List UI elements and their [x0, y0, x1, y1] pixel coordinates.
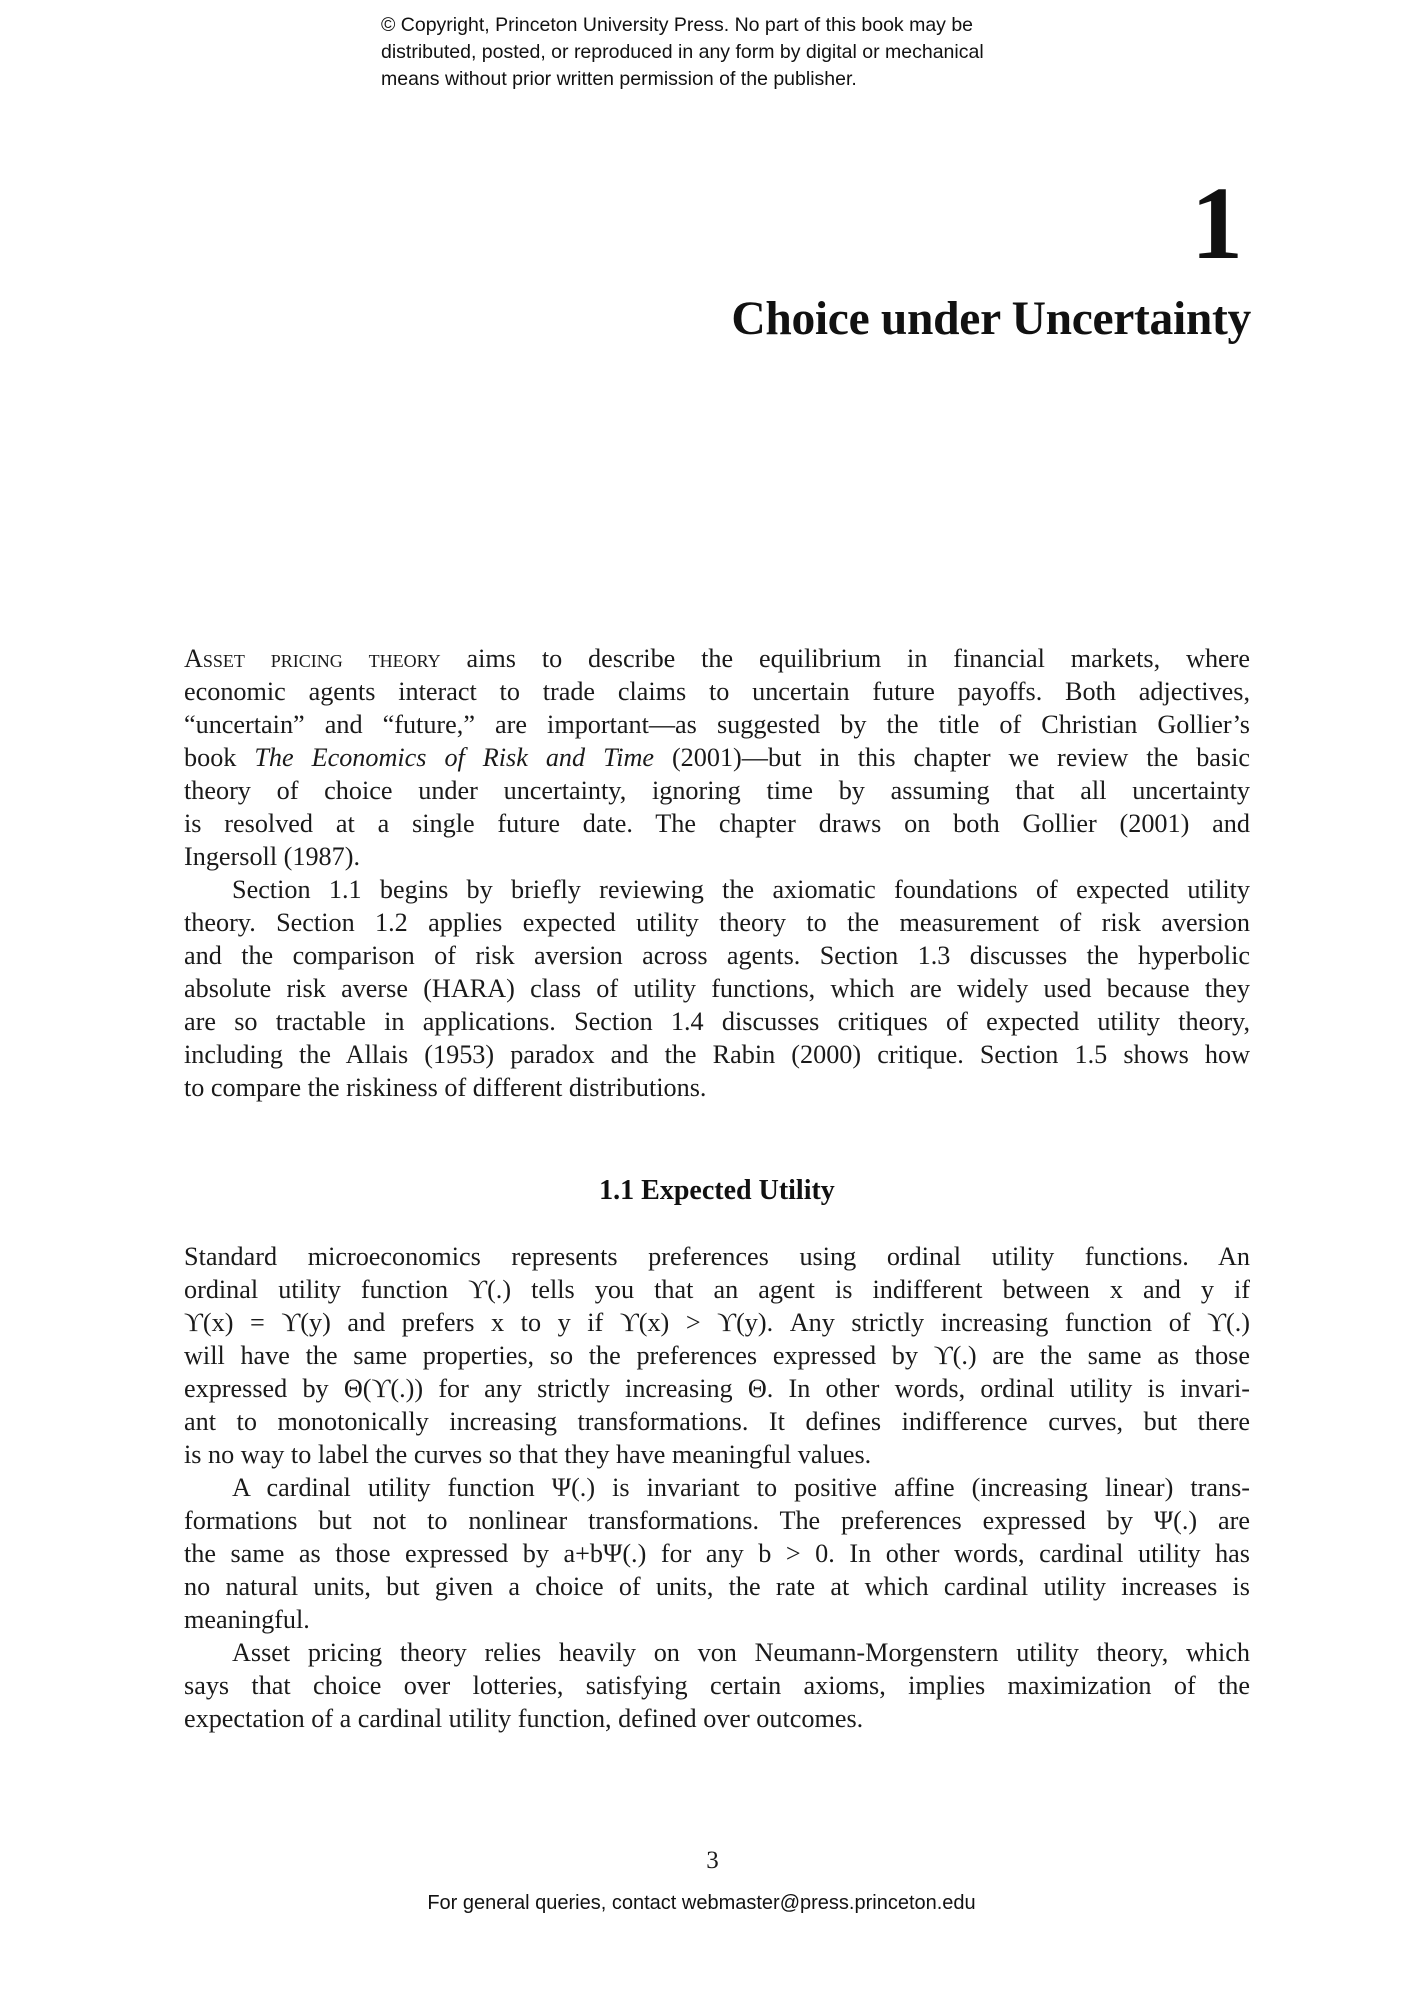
text-line: Section 1.1 begins by briefly reviewing the axiomatic foundations of expected utility — [232, 875, 1250, 904]
text-line: meaningful. — [184, 1605, 310, 1634]
text-line: to compare the riskiness of different distributions. — [184, 1073, 707, 1102]
text-line: Ingersoll (1987). — [184, 842, 360, 871]
lead-smallcaps: Asset pricing theory — [184, 644, 441, 673]
copyright-line: means without prior written permission of the publisher. — [381, 68, 857, 90]
text-fragment: aims to describe the equilibrium in financial markets, where — [440, 644, 1250, 673]
text-line: economic agents interact to trade claims to uncertain future payoffs. Both adjectives, — [184, 677, 1250, 706]
text-line: Asset pricing theory relies heavily on von Neumann-Morgenstern utility theory, which — [232, 1638, 1250, 1667]
text-fragment: (2001)—but in this chapter we review the basic — [654, 743, 1250, 772]
text-line: are so tractable in applications. Section 1.4 discusses critiques of expected utility theory, — [184, 1007, 1250, 1036]
text-line: Standard microeconomics represents preferences using ordinal utility functions. An — [184, 1242, 1250, 1271]
section-paragraph-3 — [184, 1636, 1250, 1735]
text-line: A cardinal utility function Ψ(.) is invariant to positive affine (increasing linear) trans- — [232, 1473, 1250, 1502]
text-line: theory. Section 1.2 applies expected utility theory to the measurement of risk aversion — [184, 908, 1250, 937]
section-paragraph-2 — [184, 1471, 1250, 1636]
copyright-line: © Copyright, Princeton University Press. No part of this book may be — [381, 14, 974, 36]
section-paragraph-1 — [184, 1240, 1250, 1471]
text-line: is resolved at a single future date. The chapter draws on both Gollier (2001) and — [184, 809, 1250, 838]
chapter-title: Choice under Uncertainty — [731, 293, 1251, 345]
intro-paragraph-1 — [184, 642, 1250, 873]
section-body — [184, 1240, 1250, 1735]
text-line: will have the same properties, so the preferences expressed by ϒ(.) are the same as those — [184, 1341, 1250, 1370]
copyright-notice — [381, 12, 1101, 93]
text-line: ant to monotonically increasing transformations. It defines indifference curves, but there — [184, 1407, 1250, 1436]
text-line: ordinal utility function ϒ(.) tells you that an agent is indifferent between x and y if — [184, 1275, 1250, 1304]
text-line: including the Allais (1953) paradox and the Rabin (2000) critique. Section 1.5 shows how — [184, 1040, 1250, 1069]
text-fragment: book — [184, 743, 255, 772]
text-line: is no way to label the curves so that they have meaningful values. — [184, 1440, 872, 1469]
copyright-line: distributed, posted, or reproduced in any form by digital or mechanical — [381, 41, 984, 63]
book-title-italic: The Economics of Risk and Time — [254, 743, 654, 772]
footer-contact: For general queries, contact webmaster@press.princeton.edu — [427, 1892, 976, 1914]
text-line: “uncertain” and “future,” are important—as suggested by the title of Christian Gollier’s — [184, 710, 1250, 739]
page-number: 3 — [706, 1847, 719, 1874]
text-line — [184, 741, 1250, 774]
intro-paragraph-2 — [184, 873, 1250, 1104]
text-line: absolute risk averse (HARA) class of utility functions, which are widely used because they — [184, 974, 1250, 1003]
text-line: formations but not to nonlinear transformations. The preferences expressed by Ψ(.) are — [184, 1506, 1250, 1535]
section-heading: 1.1 Expected Utility — [599, 1175, 835, 1206]
text-line: the same as those expressed by a+bΨ(.) for any b > 0. In other words, cardinal utility has — [184, 1539, 1250, 1568]
text-line: and the comparison of risk aversion across agents. Section 1.3 discusses the hyperbolic — [184, 941, 1250, 970]
text-line: expressed by Θ(ϒ(.)) for any strictly increasing Θ. In other words, ordinal utility is invari- — [184, 1374, 1250, 1403]
text-line: expectation of a cardinal utility function, defined over outcomes. — [184, 1704, 864, 1733]
text-line: theory of choice under uncertainty, ignoring time by assuming that all uncertainty — [184, 776, 1250, 805]
text-line: says that choice over lotteries, satisfying certain axioms, implies maximization of the — [184, 1671, 1250, 1700]
text-line: no natural units, but given a choice of units, the rate at which cardinal utility increases is — [184, 1572, 1250, 1601]
chapter-number: 1 — [1191, 166, 1243, 281]
text-line — [184, 642, 1250, 675]
text-line: ϒ(x) = ϒ(y) and prefers x to y if ϒ(x) > ϒ(y). Any strictly increasing function of ϒ(.) — [184, 1308, 1250, 1337]
chapter-intro — [184, 642, 1250, 1104]
